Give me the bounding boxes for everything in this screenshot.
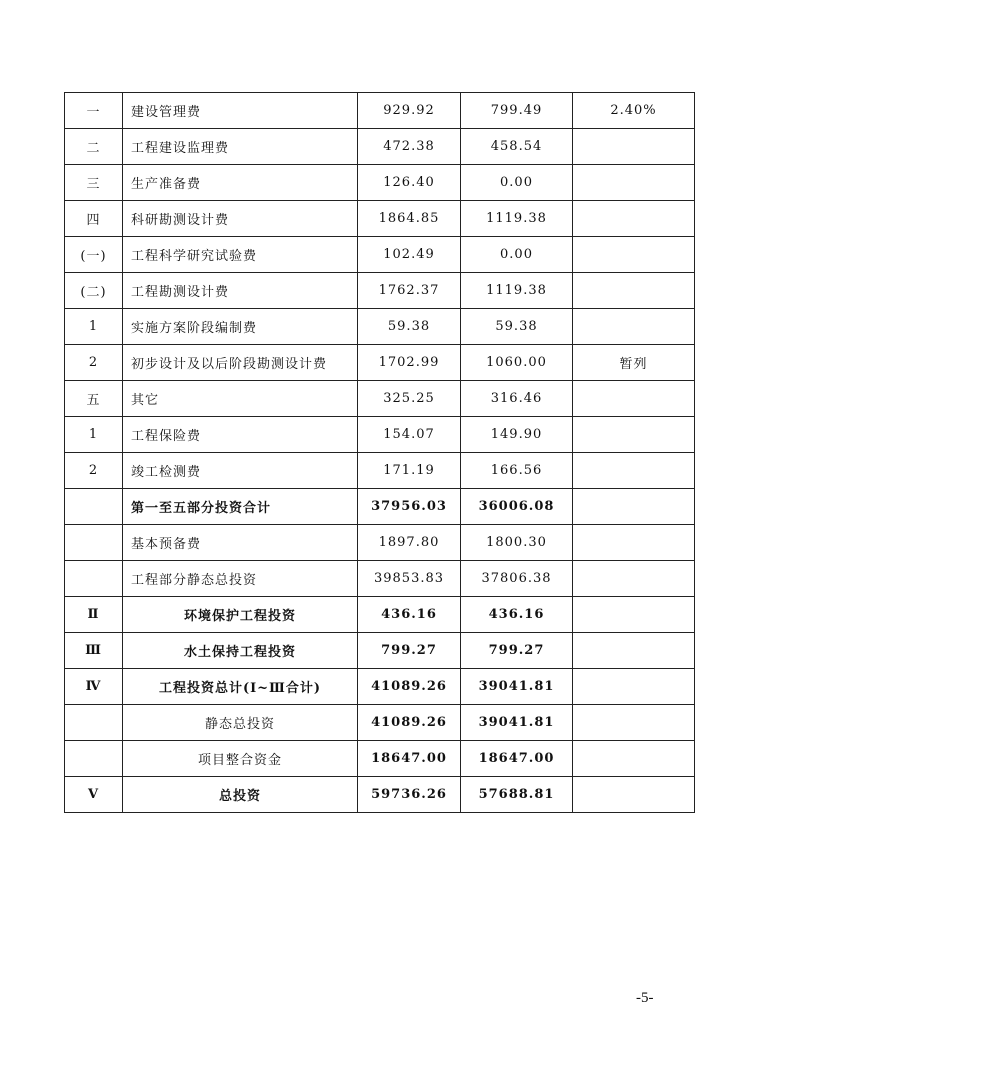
row-name: 竣工检测费 (123, 453, 358, 489)
row-number: (一) (65, 237, 123, 273)
row-value-2: 1119.38 (461, 273, 573, 309)
row-value-1: 126.40 (358, 165, 461, 201)
table-row (65, 597, 695, 633)
row-number: 1 (65, 309, 123, 345)
row-value-2: 149.90 (461, 417, 573, 453)
row-value-1: 436.16 (358, 597, 461, 633)
row-value-2: 39041.81 (461, 705, 573, 741)
row-note (573, 273, 695, 309)
row-number: Ⅳ (65, 669, 123, 705)
row-number: (二) (65, 273, 123, 309)
row-note (573, 309, 695, 345)
row-value-1: 1702.99 (358, 345, 461, 381)
row-value-1: 325.25 (358, 381, 461, 417)
row-note (573, 129, 695, 165)
row-number: 二 (65, 129, 123, 165)
row-number (65, 741, 123, 777)
row-name: 工程保险费 (123, 417, 358, 453)
row-number: 1 (65, 417, 123, 453)
row-name: 工程投资总计(Ⅰ~Ⅲ合计) (123, 669, 358, 705)
row-number (65, 705, 123, 741)
row-name: 初步设计及以后阶段勘测设计费 (123, 345, 358, 381)
row-value-2: 0.00 (461, 165, 573, 201)
row-number (65, 561, 123, 597)
table-row (65, 561, 695, 597)
row-number: 三 (65, 165, 123, 201)
row-value-2: 458.54 (461, 129, 573, 165)
row-value-1: 1762.37 (358, 273, 461, 309)
row-value-2: 59.38 (461, 309, 573, 345)
row-name: 水土保持工程投资 (123, 633, 358, 669)
row-note (573, 165, 695, 201)
row-note (573, 705, 695, 741)
row-name: 实施方案阶段编制费 (123, 309, 358, 345)
row-note (573, 633, 695, 669)
table-row (65, 669, 695, 705)
row-number: 四 (65, 201, 123, 237)
row-value-2: 316.46 (461, 381, 573, 417)
row-value-2: 799.27 (461, 633, 573, 669)
row-note (573, 237, 695, 273)
table-row (65, 165, 695, 201)
row-name: 建设管理费 (123, 93, 358, 129)
table-row (65, 777, 695, 813)
row-value-2: 436.16 (461, 597, 573, 633)
row-number: 2 (65, 345, 123, 381)
row-name: 工程科学研究试验费 (123, 237, 358, 273)
row-name: 第一至五部分投资合计 (123, 489, 358, 525)
row-number: 2 (65, 453, 123, 489)
row-note (573, 489, 695, 525)
row-number (65, 489, 123, 525)
row-name: 基本预备费 (123, 525, 358, 561)
row-note (573, 741, 695, 777)
table-row (65, 381, 695, 417)
row-name: 项目整合资金 (123, 741, 358, 777)
row-value-1: 37956.03 (358, 489, 461, 525)
table-row (65, 453, 695, 489)
table-row (65, 489, 695, 525)
row-value-2: 1800.30 (461, 525, 573, 561)
investment-table (64, 92, 695, 813)
row-number: 一 (65, 93, 123, 129)
row-value-1: 41089.26 (358, 669, 461, 705)
row-value-1: 39853.83 (358, 561, 461, 597)
row-value-1: 18647.00 (358, 741, 461, 777)
row-number: Ⅱ (65, 597, 123, 633)
row-note (573, 381, 695, 417)
table-row (65, 417, 695, 453)
row-note (573, 777, 695, 813)
row-value-1: 102.49 (358, 237, 461, 273)
table-row (65, 273, 695, 309)
row-value-2: 166.56 (461, 453, 573, 489)
table-row (65, 237, 695, 273)
table-row (65, 345, 695, 381)
row-value-2: 39041.81 (461, 669, 573, 705)
row-note (573, 417, 695, 453)
row-value-1: 59736.26 (358, 777, 461, 813)
row-value-1: 799.27 (358, 633, 461, 669)
row-number: Ⅴ (65, 777, 123, 813)
row-value-1: 472.38 (358, 129, 461, 165)
row-value-2: 57688.81 (461, 777, 573, 813)
row-name: 工程部分静态总投资 (123, 561, 358, 597)
table-row (65, 633, 695, 669)
row-number: Ⅲ (65, 633, 123, 669)
row-value-1: 1897.80 (358, 525, 461, 561)
row-value-2: 18647.00 (461, 741, 573, 777)
row-value-2: 1119.38 (461, 201, 573, 237)
row-name: 工程建设监理费 (123, 129, 358, 165)
row-value-1: 1864.85 (358, 201, 461, 237)
row-note (573, 453, 695, 489)
row-note: 暂列 (573, 345, 695, 381)
row-name: 科研勘测设计费 (123, 201, 358, 237)
table-row (65, 705, 695, 741)
row-value-1: 59.38 (358, 309, 461, 345)
page-number: -5- (636, 990, 654, 1006)
table-row (65, 525, 695, 561)
row-value-1: 41089.26 (358, 705, 461, 741)
table-row (65, 309, 695, 345)
row-note (573, 201, 695, 237)
row-note (573, 525, 695, 561)
row-number: 五 (65, 381, 123, 417)
table-row (65, 741, 695, 777)
row-name: 其它 (123, 381, 358, 417)
row-value-1: 929.92 (358, 93, 461, 129)
row-name: 环境保护工程投资 (123, 597, 358, 633)
table-row (65, 129, 695, 165)
row-note: 2.40% (573, 93, 695, 129)
row-value-2: 1060.00 (461, 345, 573, 381)
row-name: 生产准备费 (123, 165, 358, 201)
table-row (65, 93, 695, 129)
row-name: 工程勘测设计费 (123, 273, 358, 309)
row-value-1: 154.07 (358, 417, 461, 453)
row-note (573, 561, 695, 597)
row-name: 静态总投资 (123, 705, 358, 741)
row-number (65, 525, 123, 561)
row-note (573, 597, 695, 633)
row-value-2: 37806.38 (461, 561, 573, 597)
row-value-1: 171.19 (358, 453, 461, 489)
row-note (573, 669, 695, 705)
row-value-2: 0.00 (461, 237, 573, 273)
table-row (65, 201, 695, 237)
row-value-2: 799.49 (461, 93, 573, 129)
row-name: 总投资 (123, 777, 358, 813)
row-value-2: 36006.08 (461, 489, 573, 525)
